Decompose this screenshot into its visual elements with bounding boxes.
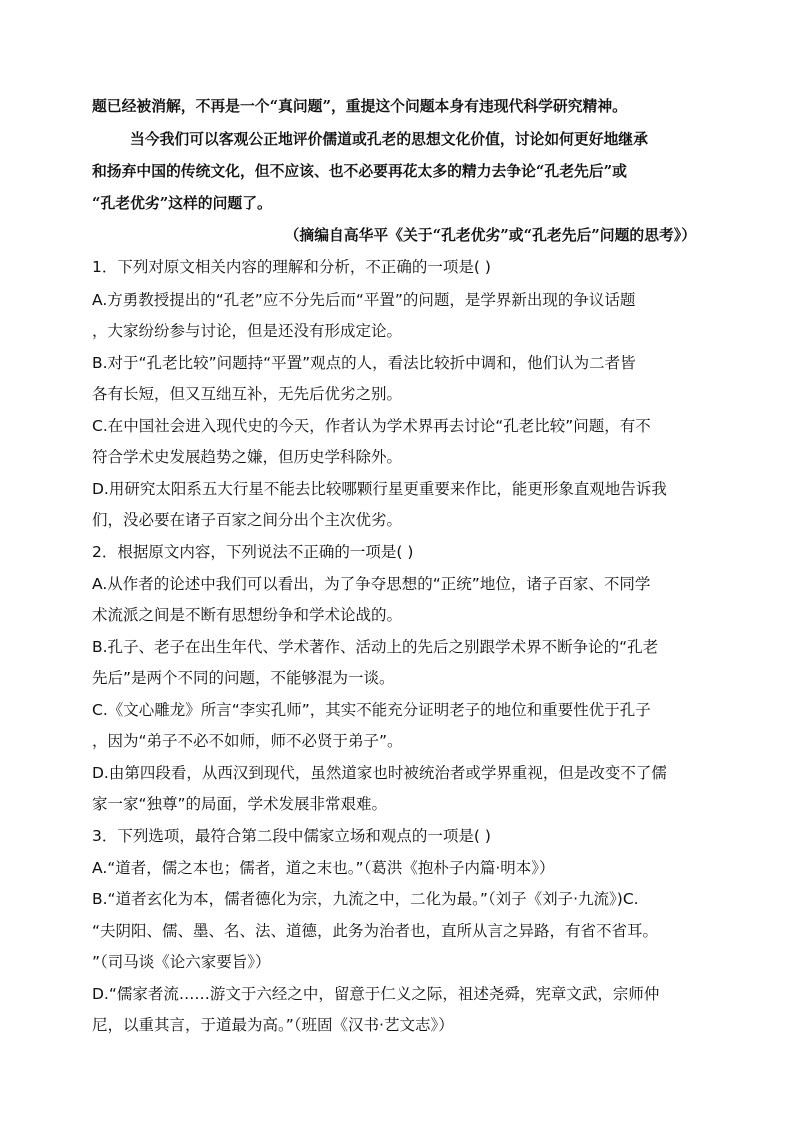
option-line: C.《文心雕龙》所言“李实孔师”，其实不能充分证明老子的地位和重要性优于孔子 [92, 701, 651, 719]
option-line: 先后”是两个不同的问题，不能够混为一谈。 [92, 669, 395, 687]
option-line: “夫阴阳、儒、墨、名、法、道德，此务为治者也，直所从言之异路，有省不省耳。 [92, 922, 659, 940]
option-line: B.孔子、老子在出生年代、学术著作、活动上的先后之别跟学术界不断争论的“孔老 [92, 638, 659, 656]
option-line: ，大家纷纷参与讨论，但是还没有形成定论。 [92, 322, 403, 340]
option-line: 尼，以重其言，于道最为高。”（班固《汉书·艺文志》） [92, 1016, 454, 1034]
option-line: A.“道者，儒之本也；儒者，道之末也。”（葛洪《抱朴子内篇·明本》） [92, 859, 555, 877]
option-line: 术流派之间是不断有思想纷争和学术论战的。 [92, 606, 403, 624]
option-line: D.“儒家者流……游文于六经之中，留意于仁义之际，祖述尧舜，宪章文武，宗师仲 [92, 985, 660, 1003]
question-stem: 3．下列选项，最符合第二段中儒家立场和观点的一项是( ) [92, 827, 491, 845]
passage-line: 和扬弃中国的传统文化，但不应该、也不必要再花太多的精力去争论“孔老先后”或 [92, 163, 627, 180]
option-line: ”（司马谈《论六家要旨》） [92, 953, 271, 971]
passage-line: 题已经被消解，不再是一个“真问题”，重提这个问题本身有违现代科学研究精神。 [92, 98, 627, 115]
passage-line: “孔老优劣”这样的问题了。 [92, 195, 272, 212]
question-stem: 2．根据原文内容，下列说法不正确的一项是( ) [92, 543, 414, 561]
option-line: C.在中国社会进入现代史的今天，作者认为学术界再去讨论“孔老比较”问题，有不 [92, 417, 651, 435]
option-line: 各有长短，但又互绌互补，无先后优劣之别。 [92, 385, 403, 403]
passage-source: （摘编自高华平《关于“孔老优劣”或“孔老先后”问题的思考》） [284, 227, 696, 244]
option-line: 符合学术史发展趋势之嫌，但历史学科除外。 [92, 448, 403, 466]
option-line: D.用研究太阳系五大行星不能去比较哪颗行星更重要来作比，能更形象直观地告诉我 [92, 480, 667, 498]
option-line: ，因为“弟子不必不如师，师不必贤于弟子”。 [92, 732, 403, 750]
passage-line: 当今我们可以客观公正地评价儒道或孔老的思想文化价值，讨论如何更好地继承 [130, 131, 648, 148]
option-line: B.对于“孔老比较”问题持“平置”观点的人，看法比较折中调和，他们认为二者皆 [92, 354, 636, 372]
question-stem: 1．下列对原文相关内容的理解和分析，不正确的一项是( ) [92, 258, 491, 276]
option-line: A.方勇教授提出的“孔老”应不分先后而“平置”的问题，是学界新出现的争议话题 [92, 291, 636, 309]
option-line: 们，没必要在诸子百家之间分出个主次优劣。 [92, 511, 403, 529]
option-line: 家一家“独尊”的局面，学术发展非常艰难。 [92, 795, 388, 813]
option-line: A.从作者的论述中我们可以看出，为了争夺思想的“正统”地位，诸子百家、不同学 [92, 575, 651, 593]
option-line: B.“道者玄化为本，儒者德化为宗，九流之中，二化为最。”（刘子《刘子·九流》)C. [92, 890, 639, 908]
option-line: D.由第四段看，从西汉到现代，虽然道家也时被统治者或学界重视，但是改变不了儒 [92, 764, 667, 782]
